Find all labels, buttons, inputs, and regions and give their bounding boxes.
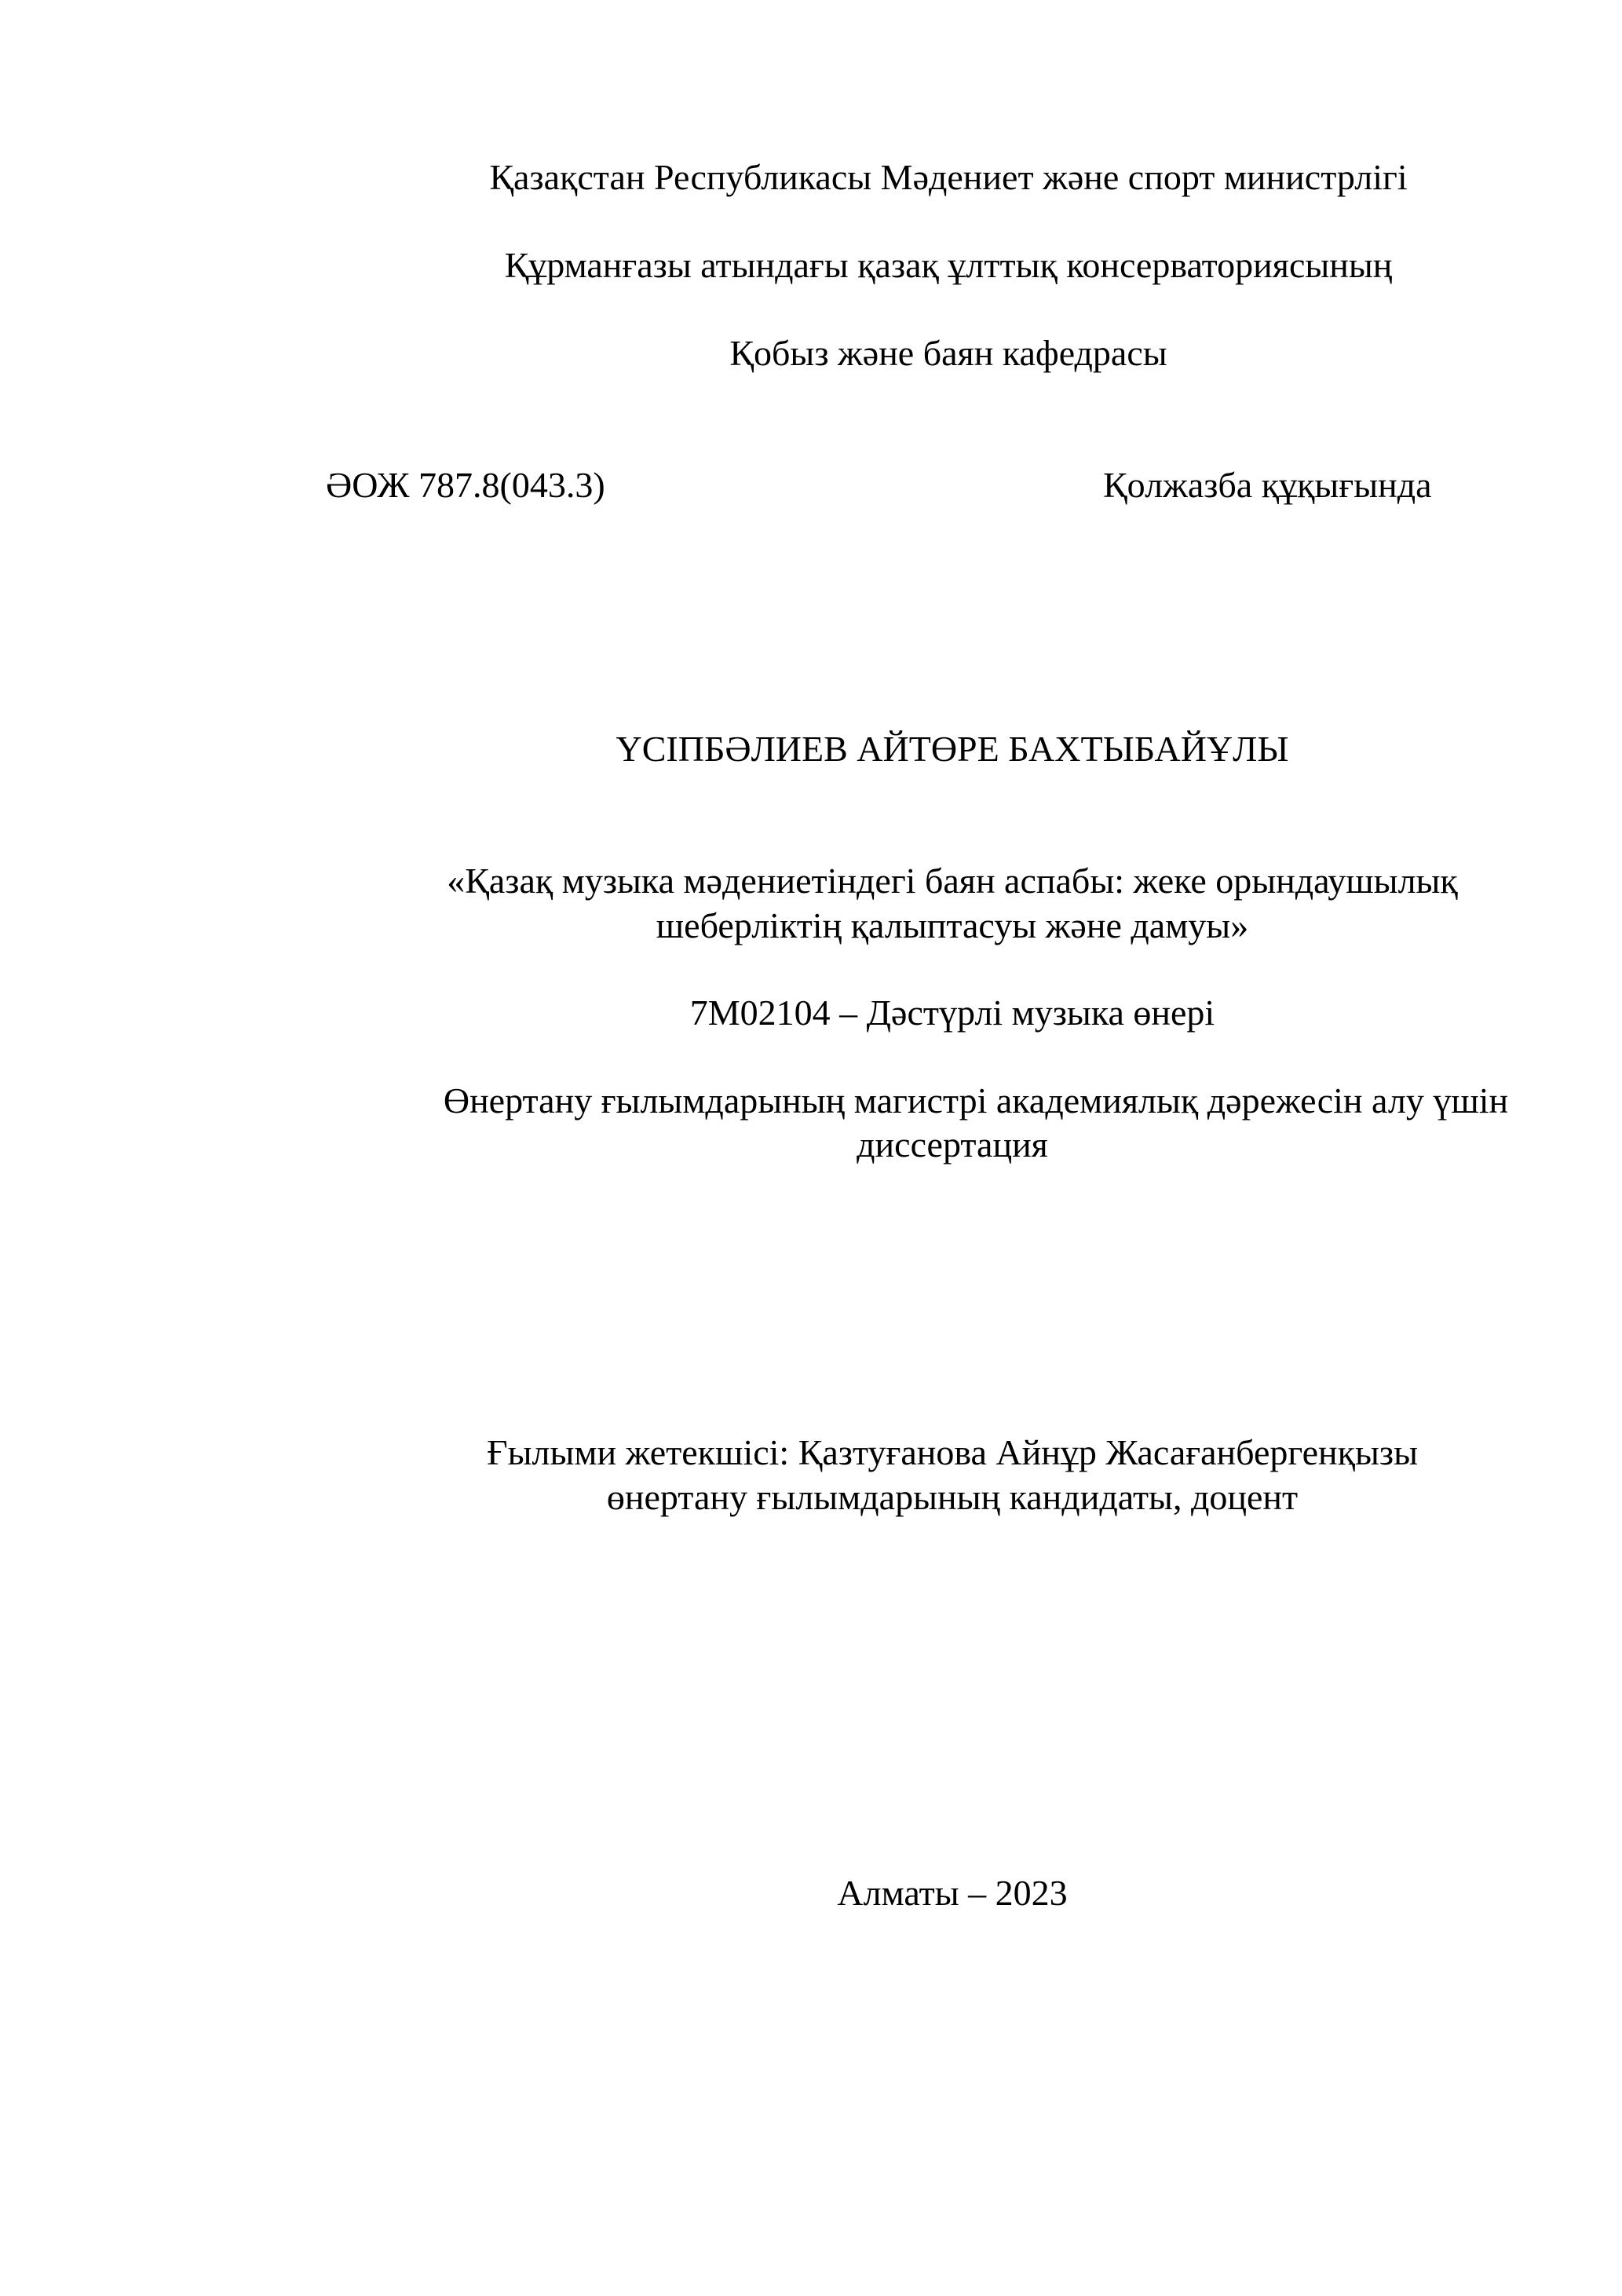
thesis-title-line-2: шеберліктің қалыптасуы және дамуы» — [656, 905, 1249, 945]
supervisor-line-2: өнертану ғылымдарының кандидаты, доцент — [606, 1477, 1299, 1517]
conservatory-heading: Құрманғазы атындағы қазақ ұлттық консерваториясының — [504, 245, 1393, 285]
udc-code: ӘОЖ 787.8(043.3) — [326, 465, 605, 505]
department-heading: Қобыз және баян кафедрасы — [729, 333, 1167, 373]
supervisor-line-1: Ғылыми жетекшісі: Қазтуғанова Айнұр Жасағанбергенқызы — [486, 1432, 1418, 1472]
place-and-year: Алматы – 2023 — [837, 1873, 1068, 1913]
degree-description-line-1: Өнертану ғылымдарының магистрі академиялық дәрежесін алу үшін — [443, 1080, 1509, 1121]
ministry-heading: Қазақстан Республикасы Мәдениет және спорт министрлігі — [489, 157, 1408, 197]
author-name: ҮСІПБӘЛИЕВ АЙТӨРЕ БАХТЫБАЙҰЛЫ — [616, 729, 1289, 769]
specialty-code: 7M02104 – Дәстүрлі музыка өнері — [689, 993, 1215, 1033]
thesis-title-line-1: «Қазақ музыка мәдениетіндегі баян аспабы: жеке орындаушылық — [447, 861, 1458, 901]
manuscript-rights: Қолжазба құқығында — [1103, 465, 1432, 505]
degree-description-line-2: диссертация — [857, 1124, 1048, 1164]
